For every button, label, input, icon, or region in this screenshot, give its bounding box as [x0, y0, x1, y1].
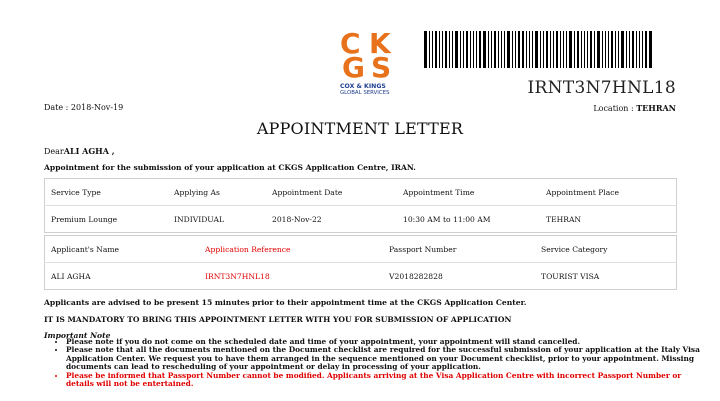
barcode-bar — [491, 31, 492, 68]
barcode-bar — [483, 31, 486, 68]
barcode-bar — [515, 31, 516, 68]
logo-letter-g: G — [342, 51, 365, 84]
purpose-line: Appointment for the submission of your application at CKGS Application Centre, IRAN. — [44, 163, 416, 172]
logo-letter-s: S — [371, 51, 392, 84]
header-application-reference: Application Reference — [199, 236, 383, 263]
barcode-bar — [597, 31, 600, 68]
header-applicant-name: Applicant's Name — [45, 236, 200, 263]
appointment-table-header — [45, 179, 677, 206]
header-appointment-date: Appointment Date — [266, 179, 397, 206]
barcode-bar — [615, 31, 616, 68]
barcode-bar — [452, 31, 453, 68]
ckgs-logo-mark — [340, 27, 402, 84]
header-appointment-time: Appointment Time — [397, 179, 540, 206]
barcode-bar — [476, 31, 477, 68]
barcode-bar — [507, 31, 510, 68]
location-label: Location : — [593, 104, 634, 113]
barcode-bar — [608, 31, 609, 68]
barcode-bar — [556, 31, 558, 68]
barcode-bar — [494, 31, 496, 68]
logo-letter-k: K — [369, 27, 391, 60]
barcode-bar — [550, 31, 551, 68]
date-label: Date : — [44, 103, 69, 112]
reference-number: IRNT3N7HNL18 — [527, 78, 676, 98]
barcode — [424, 31, 690, 68]
barcode-bar — [546, 31, 548, 68]
barcode-bar — [587, 31, 588, 68]
barcode-bar — [479, 31, 481, 68]
header-service-category: Service Category — [535, 236, 677, 263]
barcode-bar — [642, 31, 643, 68]
barcode-bar — [449, 31, 450, 68]
header-appointment-place: Appointment Place — [540, 179, 677, 206]
greeting-dear: Dear — [44, 147, 64, 156]
barcode-bar — [504, 31, 505, 68]
location-line — [593, 103, 676, 113]
barcode-bar — [526, 31, 527, 68]
applicant-table-row — [45, 263, 677, 290]
location-value: TEHRAN — [636, 103, 676, 113]
barcode-bar — [639, 31, 640, 68]
barcode-bar — [577, 31, 579, 68]
appointment-table-row — [45, 206, 677, 233]
barcode-bar — [488, 31, 489, 68]
important-note-label: Important Note — [44, 331, 111, 340]
mandatory-notice: IT IS MANDATORY TO BRING THIS APPOINTMENT LETTER WITH YOU FOR SUBMISSION OF APPLICATION — [44, 315, 512, 324]
barcode-bar — [463, 31, 464, 68]
barcode-bar — [602, 31, 603, 68]
barcode-bar — [566, 31, 567, 68]
barcode-bar — [429, 31, 430, 68]
important-note-list — [44, 338, 706, 388]
cell-appointment-date: 2018-Nov-22 — [272, 214, 322, 224]
cell-application-reference: IRNT3N7HNL18 — [205, 271, 270, 281]
barcode-bar — [632, 31, 634, 68]
cell-service-type: Premium Lounge — [51, 214, 118, 224]
note-item: • Please note if you do not come on the scheduled date and time of your appointment, your appointment will stand cancelled. — [66, 338, 706, 346]
barcode-bar — [574, 31, 575, 68]
barcode-bar — [581, 31, 582, 68]
cell-appointment-place: TEHRAN — [546, 214, 582, 224]
barcode-bar — [590, 31, 592, 68]
barcode-bar — [553, 31, 554, 68]
barcode-bar — [618, 31, 619, 68]
logo-company-tagline: GLOBAL SERVICES — [340, 90, 390, 96]
note-item: • Please note that all the documents mentioned on the Document checklist are required for the successful submission of your application at the Italy Visa Application Center. We request you to have them arranged in the sequence mentioned on your Document checklist, prior to your appointment. Missing documents can lead to rescheduling of your appointment or delay in processing of your application. — [66, 346, 706, 371]
applicant-table-header — [45, 236, 677, 263]
greeting — [44, 146, 114, 156]
barcode-bar — [518, 31, 520, 68]
cell-applying-as: INDIVIDUAL — [174, 214, 224, 224]
date-line — [44, 103, 123, 112]
barcode-bar — [535, 31, 538, 68]
logo-company-name: COX & KINGS — [340, 83, 386, 90]
barcode-bar — [594, 31, 595, 68]
barcode-bar — [629, 31, 630, 68]
barcode-bar — [522, 31, 524, 68]
barcode-bar — [445, 31, 447, 68]
barcode-bar — [512, 31, 513, 68]
logo-letter-c: C — [340, 27, 361, 60]
barcode-bar — [540, 31, 541, 68]
barcode-bar — [543, 31, 544, 68]
barcode-bar — [435, 31, 437, 68]
date-value: 2018-Nov-19 — [70, 103, 124, 112]
barcode-bar — [442, 31, 443, 68]
greeting-name: ALI AGHA , — [63, 146, 115, 156]
barcode-bar — [466, 31, 468, 68]
appointment-table — [44, 178, 677, 233]
header-service-type: Service Type — [45, 179, 169, 206]
barcode-bar — [424, 31, 427, 68]
barcode-bar — [473, 31, 474, 68]
cell-applicant-name: ALI AGHA — [51, 271, 91, 281]
barcode-bar — [569, 31, 572, 68]
header-applying-as: Applying As — [168, 179, 266, 206]
barcode-bar — [611, 31, 613, 68]
barcode-bar — [563, 31, 564, 68]
cell-appointment-time: 10:30 AM to 11:00 AM — [403, 214, 491, 224]
barcode-bar — [501, 31, 502, 68]
page-title: APPOINTMENT LETTER — [256, 119, 464, 138]
cell-service-category: TOURIST VISA — [541, 271, 600, 281]
barcode-bar — [432, 31, 433, 68]
barcode-bar — [470, 31, 471, 68]
barcode-bar — [645, 31, 647, 68]
barcode-bar — [439, 31, 440, 68]
barcode-bar — [621, 31, 624, 68]
barcode-bar — [498, 31, 499, 68]
barcode-bar — [649, 31, 652, 68]
applicant-table — [44, 235, 677, 290]
barcode-bar — [626, 31, 627, 68]
arrival-advice: Applicants are advised to be present 15 minutes prior to their appointment time at the CKGS Application Center. — [44, 298, 527, 307]
barcode-bar — [460, 31, 461, 68]
barcode-bar — [636, 31, 637, 68]
ckgs-logo — [340, 27, 408, 96]
barcode-bar — [455, 31, 458, 68]
barcode-bar — [560, 31, 561, 68]
note-item-warning: • Please be informed that Passport Number cannot be modified. Applicants arriving at the Visa Application Centre with incorrect Passport Number or details will not be entertained. — [66, 372, 706, 389]
barcode-bar — [584, 31, 585, 68]
cell-passport-number: V2018282828 — [389, 271, 443, 281]
header-passport-number: Passport Number — [383, 236, 535, 263]
barcode-bar — [532, 31, 533, 68]
barcode-bar — [605, 31, 606, 68]
barcode-bar — [529, 31, 530, 68]
